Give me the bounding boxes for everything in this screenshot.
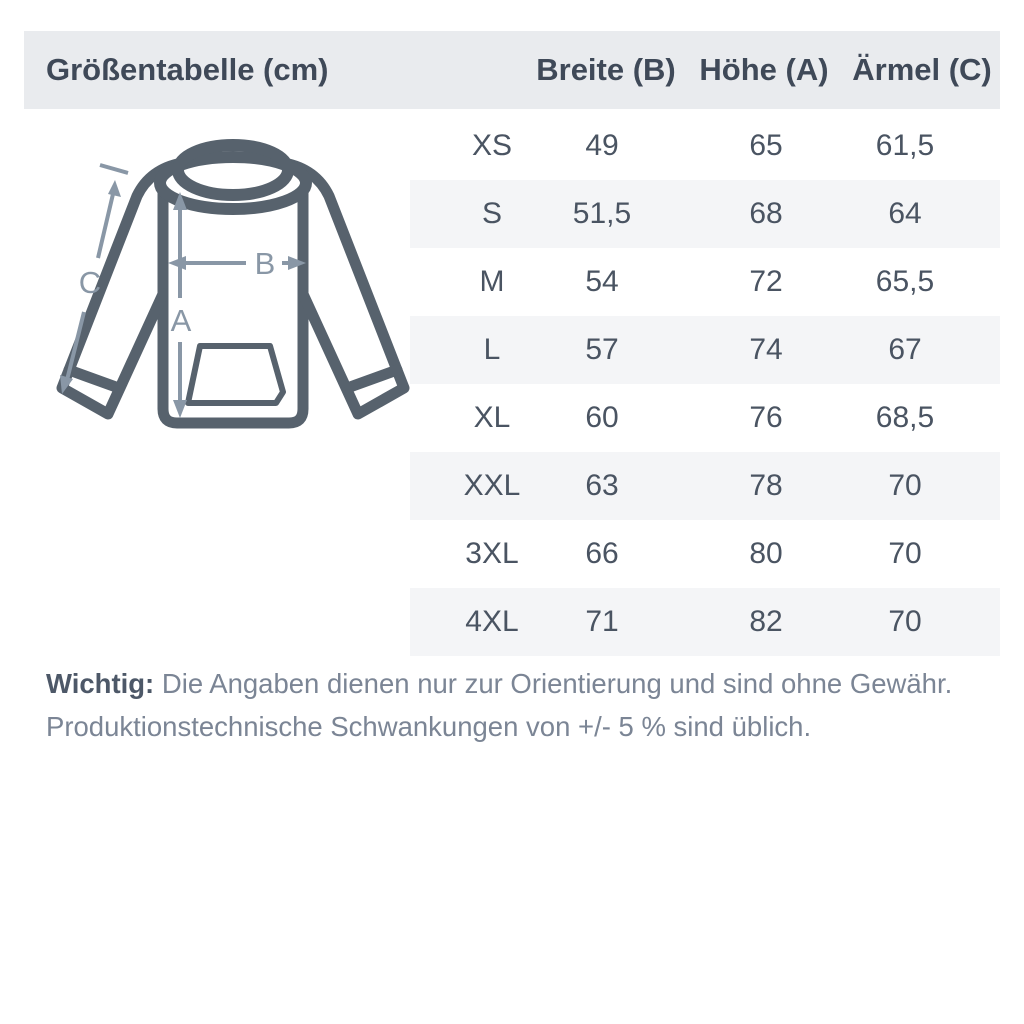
hoehe-cell: 80 bbox=[749, 537, 783, 570]
size-cell: XS bbox=[471, 129, 513, 162]
measure-label-b: B bbox=[254, 246, 276, 281]
aermel-cell: 67 bbox=[888, 333, 922, 366]
hoehe-cell: 76 bbox=[749, 401, 783, 434]
hoehe-cell: 72 bbox=[749, 265, 783, 298]
column-header-breite: Breite (B) bbox=[536, 52, 676, 87]
table-row bbox=[410, 112, 1000, 180]
hoehe-cell: 82 bbox=[749, 605, 783, 638]
breite-cell: 66 bbox=[585, 537, 619, 570]
size-cell: 4XL bbox=[465, 605, 519, 638]
size-cell: 3XL bbox=[465, 537, 519, 570]
aermel-cell: 64 bbox=[888, 197, 922, 230]
table-row bbox=[410, 384, 1000, 452]
measure-label-c: C bbox=[78, 265, 102, 300]
table-header bbox=[24, 31, 1000, 109]
aermel-cell: 61,5 bbox=[875, 129, 935, 162]
table-row bbox=[410, 248, 1000, 316]
table-row bbox=[410, 520, 1000, 588]
table-row bbox=[410, 452, 1000, 520]
breite-cell: 71 bbox=[585, 605, 619, 638]
hoodie-diagram-icon bbox=[40, 130, 415, 450]
breite-cell: 54 bbox=[585, 265, 619, 298]
page-title: Größentabelle (cm) bbox=[46, 52, 329, 87]
breite-cell: 57 bbox=[585, 333, 619, 366]
breite-cell: 60 bbox=[585, 401, 619, 434]
hoehe-cell: 78 bbox=[749, 469, 783, 502]
hoehe-cell: 74 bbox=[749, 333, 783, 366]
table-row bbox=[410, 588, 1000, 656]
hoehe-cell: 65 bbox=[749, 129, 783, 162]
column-header-hoehe: Höhe (A) bbox=[699, 52, 829, 87]
hoodie-left-cuff bbox=[69, 370, 116, 387]
size-cell: XXL bbox=[463, 469, 521, 502]
breite-cell: 51,5 bbox=[572, 197, 632, 230]
aermel-cell: 70 bbox=[888, 605, 922, 638]
size-cell: L bbox=[483, 333, 501, 366]
table-row bbox=[410, 316, 1000, 384]
hoehe-cell: 68 bbox=[749, 197, 783, 230]
disclaimer-bold-label: Wichtig: bbox=[46, 668, 155, 699]
hoodie-pocket bbox=[188, 346, 283, 403]
aermel-cell: 70 bbox=[888, 469, 922, 502]
hoodie-right-cuff bbox=[350, 370, 397, 387]
size-cell: S bbox=[481, 197, 503, 230]
table-row bbox=[410, 180, 1000, 248]
breite-cell: 49 bbox=[585, 129, 619, 162]
disclaimer-note bbox=[46, 662, 952, 748]
aermel-cell: 65,5 bbox=[875, 265, 935, 298]
disclaimer-line2: Produktionstechnische Schwankungen von +/- 5 % sind üblich. bbox=[46, 711, 812, 742]
disclaimer-line1: Die Angaben dienen nur zur Orientierung und sind ohne Gewähr. bbox=[154, 668, 953, 699]
measure-label-a: A bbox=[170, 303, 192, 338]
column-header-aermel: Ärmel (C) bbox=[852, 52, 992, 87]
aermel-cell: 68,5 bbox=[875, 401, 935, 434]
aermel-cell: 70 bbox=[888, 537, 922, 570]
size-table-body bbox=[410, 112, 1000, 656]
size-cell: M bbox=[479, 265, 505, 298]
width-arrow-b bbox=[168, 256, 306, 270]
breite-cell: 63 bbox=[585, 469, 619, 502]
size-cell: XL bbox=[473, 401, 511, 434]
shoulder-tick bbox=[100, 165, 128, 173]
